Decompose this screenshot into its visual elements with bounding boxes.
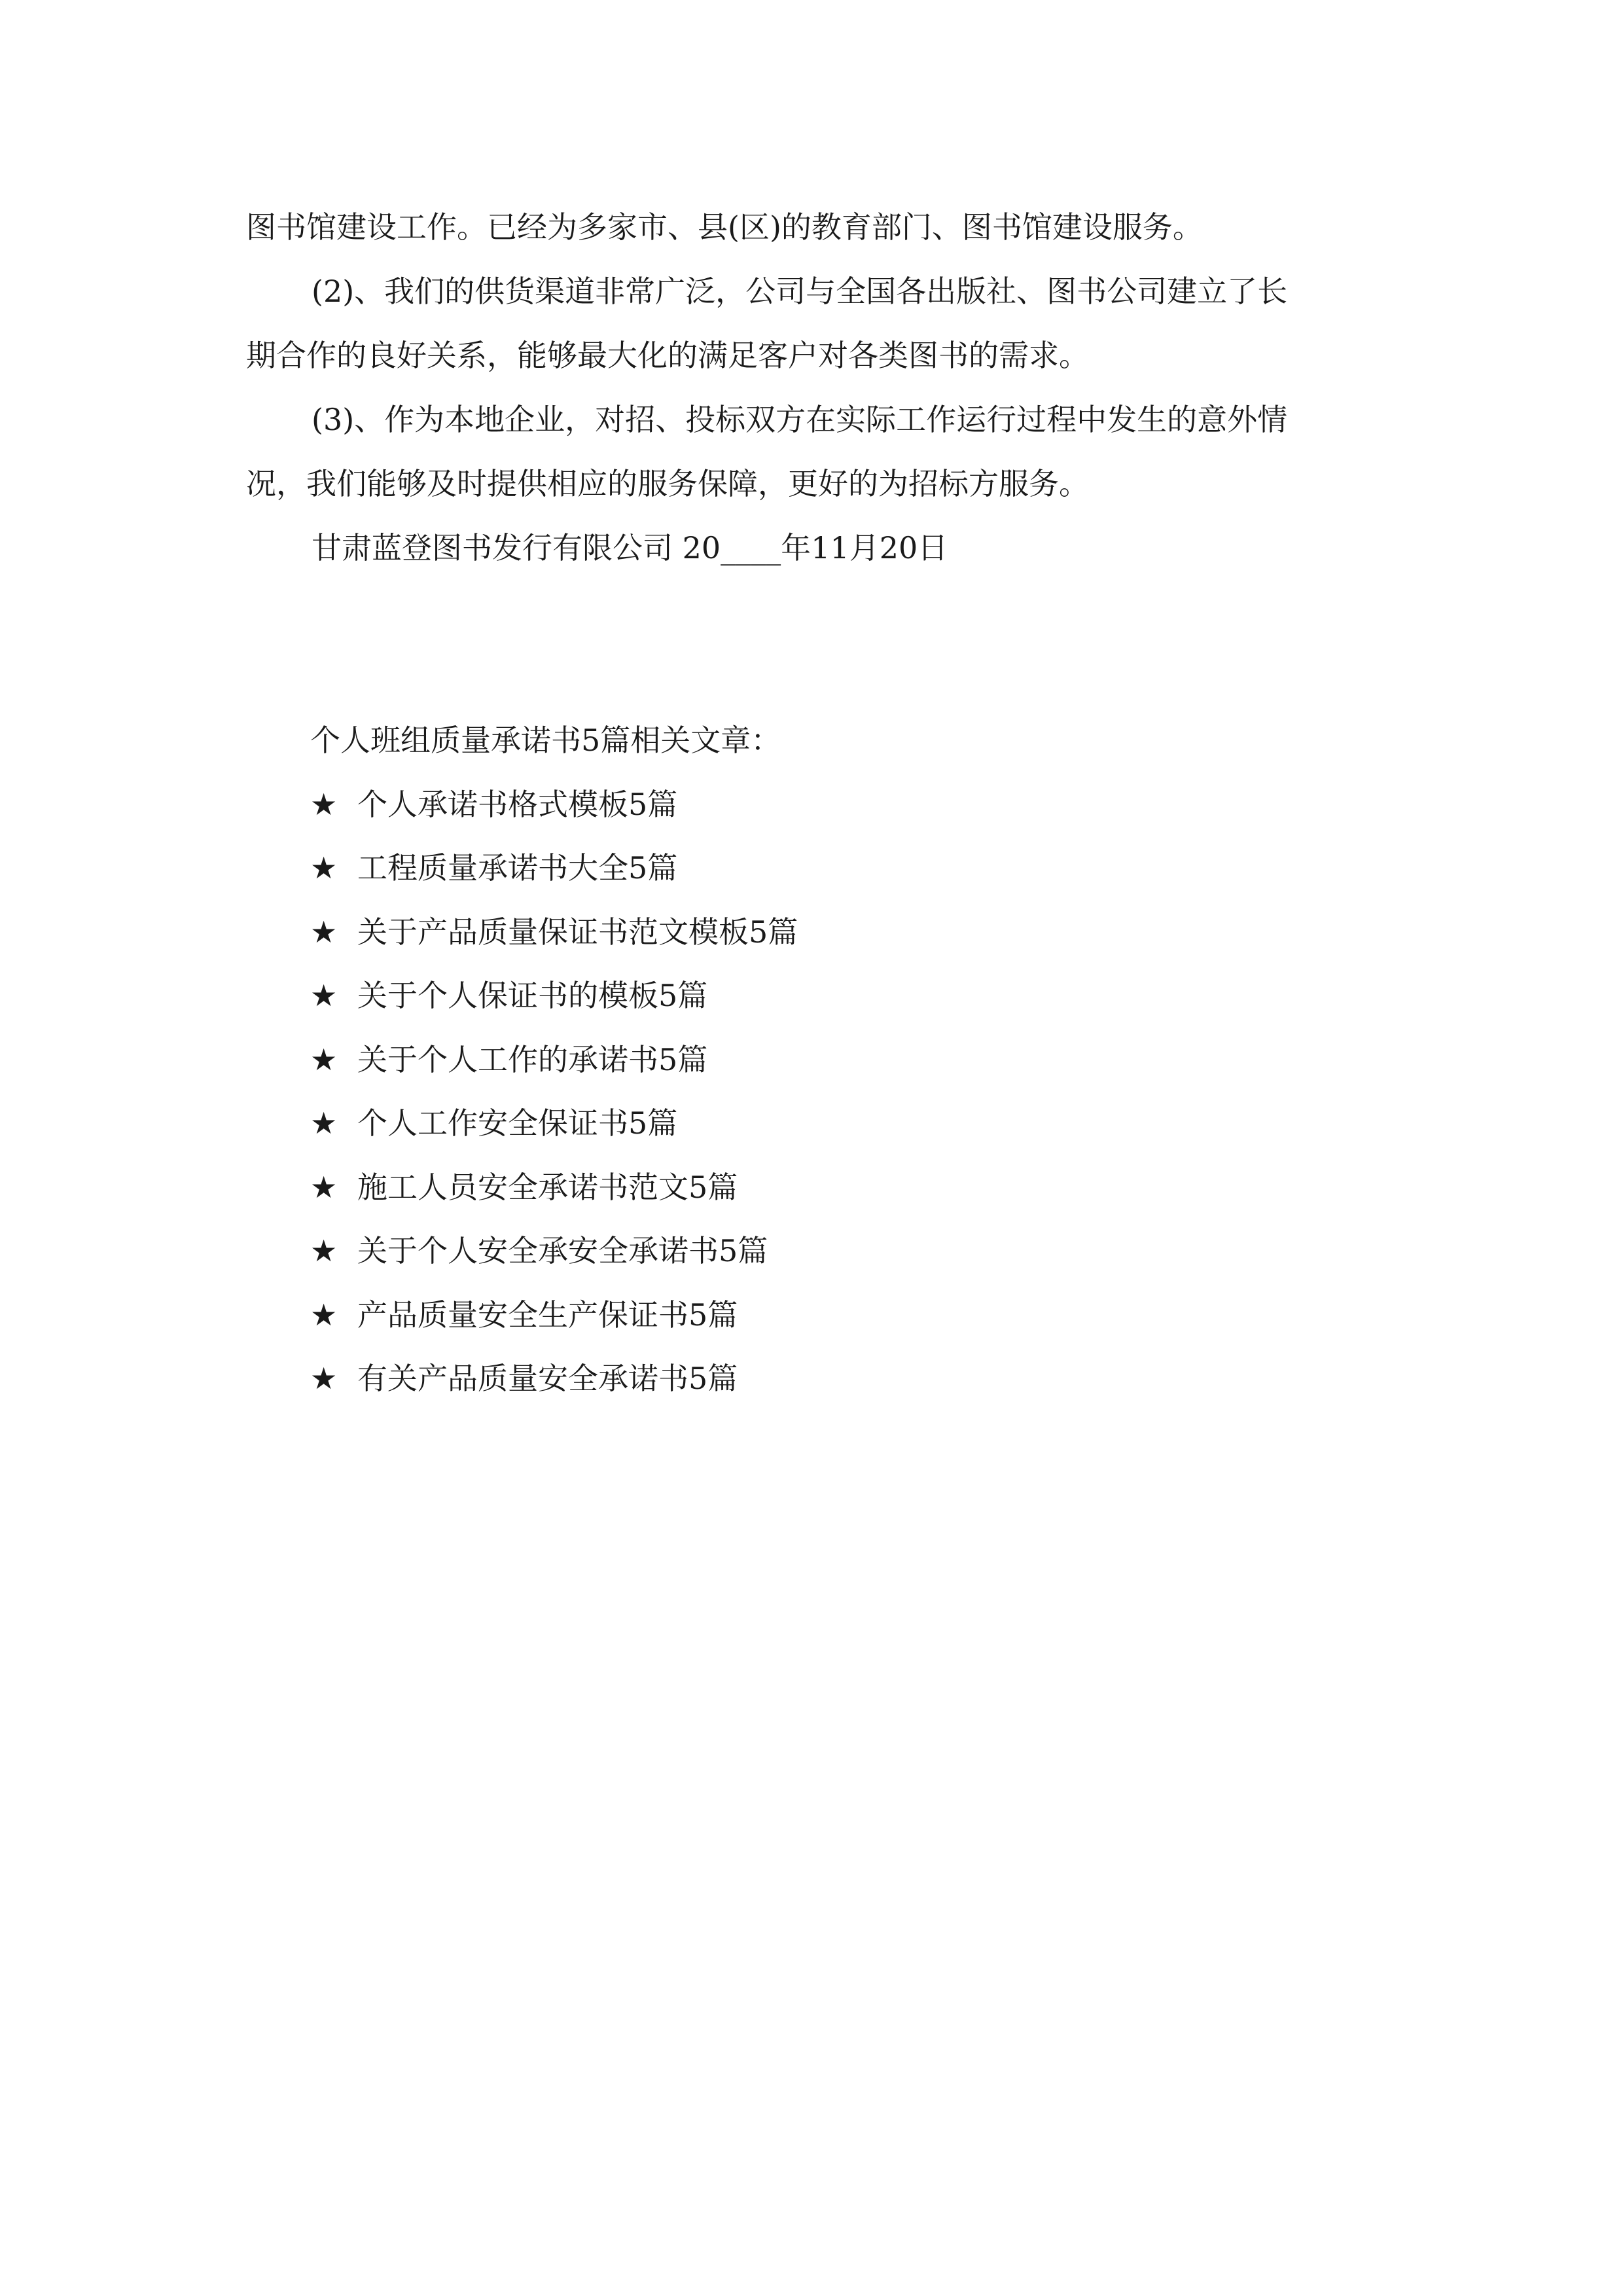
related-link-text[interactable]: 产品质量安全生产保证书5篇: [357, 1297, 738, 1333]
related-link[interactable]: [310, 901, 1357, 965]
related-list: [310, 773, 1357, 1411]
paragraph-item-3-line-2: 况，我们能够及时提供相应的服务保障，更好的为招标方服务。: [246, 466, 1089, 501]
related-link-text[interactable]: 工程质量承诺书大全5篇: [357, 850, 678, 886]
related-link-text[interactable]: 有关产品质量安全承诺书5篇: [357, 1361, 738, 1396]
paragraph-item-3-line-1: (3)、作为本地企业，对招、投标双方在实际工作运行过程中发生的意外情: [312, 402, 1288, 437]
related-link-text[interactable]: 关于产品质量保证书范文模板5篇: [357, 914, 798, 950]
star-icon: ★: [310, 850, 338, 886]
body-text: [246, 195, 1385, 580]
paragraph-continuation: 图书馆建设工作。已经为多家市、县(区)的教育部门、图书馆建设服务。: [246, 209, 1203, 245]
star-icon: ★: [310, 914, 338, 950]
related-link-text[interactable]: 个人承诺书格式模板5篇: [357, 786, 678, 822]
related-link[interactable]: [310, 1092, 1357, 1156]
related-link[interactable]: [310, 773, 1357, 837]
related-link[interactable]: [310, 1156, 1357, 1220]
related-articles: [310, 709, 1357, 1411]
related-link-text[interactable]: 关于个人保证书的模板5篇: [357, 978, 708, 1013]
related-link[interactable]: [310, 1028, 1357, 1092]
signature-line: 甘肃蓝登图书发行有限公司 20____年11月20日: [312, 530, 948, 565]
related-link[interactable]: [310, 836, 1357, 901]
star-icon: ★: [310, 1233, 338, 1268]
star-icon: ★: [310, 1297, 338, 1333]
paragraph-item-2-line-2: 期合作的良好关系，能够最大化的满足客户对各类图书的需求。: [246, 338, 1089, 373]
star-icon: ★: [310, 1361, 338, 1396]
star-icon: ★: [310, 1169, 338, 1205]
star-icon: ★: [310, 1041, 338, 1077]
related-heading: 个人班组质量承诺书5篇相关文章：: [310, 723, 781, 758]
related-link-text[interactable]: 关于个人安全承安全承诺书5篇: [357, 1233, 768, 1268]
related-link[interactable]: [310, 964, 1357, 1028]
related-link-text[interactable]: 关于个人工作的承诺书5篇: [357, 1041, 708, 1077]
star-icon: ★: [310, 786, 338, 822]
related-link[interactable]: [310, 1219, 1357, 1283]
related-link[interactable]: [310, 1283, 1357, 1348]
star-icon: ★: [310, 1105, 338, 1141]
related-link-text[interactable]: 个人工作安全保证书5篇: [357, 1105, 678, 1141]
star-icon: ★: [310, 978, 338, 1013]
related-link-text[interactable]: 施工人员安全承诺书范文5篇: [357, 1169, 738, 1205]
paragraph-item-2-line-1: (2)、我们的供货渠道非常广泛，公司与全国各出版社、图书公司建立了长: [312, 274, 1288, 309]
related-link[interactable]: [310, 1347, 1357, 1411]
